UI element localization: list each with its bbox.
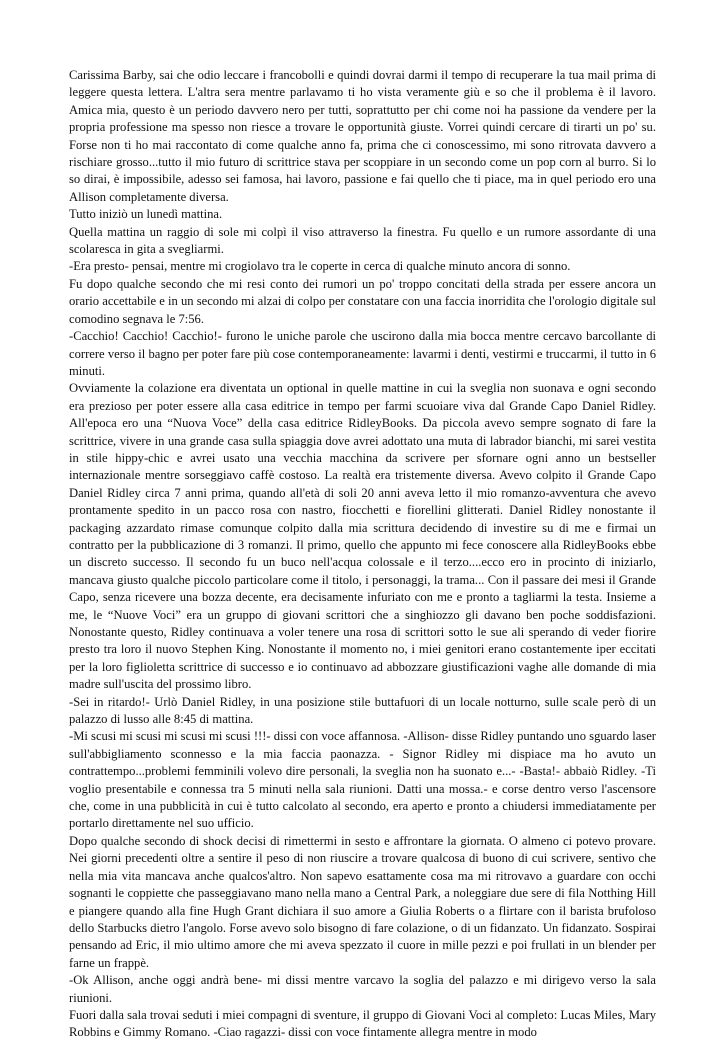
paragraph-letter-opening: Carissima Barby, sai che odio leccare i francobolli e quindi dovrai darmi il tempo di recuperare la tua mail prima di leggere questa lettera. L'altra sera mentre parlavamo ti ho vista veramente giù e so che il problema è il lavoro. Amica mia, questo è un periodo davvero nero per tutti, soprattutto per chi come noi ha passione da vendere per la propria professione ma spesso non riesce a trovare le opportunità giuste. Vorrei quindi cercare di tirarti un po' su. Forse non ti ho mai raccontato di come qualche anno fa, prima che ci conoscessimo, mi sono ritrovata davvero a rischiare grosso...tutto il mio futuro di scrittrice stava per scoppiare in un secondo come un pop corn al burro. Si lo so dirai, è impossibile, adesso sei famosa, hai lavoro, passione e fai quello che ti piace, ma in quel periodo ero una Allison completamente diversa. — [69, 68, 656, 204]
paragraph-monday-morning: Tutto iniziò un lunedì mattina. — [69, 207, 223, 222]
paragraph-clock: Fu dopo qualche secondo che mi resi conto dei rumori un po' troppo concitati della strada per essere ancora un orario accettabile e in un secondo mi alzai di colpo per constatare con una faccia inorridita che l'orologio digitale sul comodino segnava le 7:56. — [69, 276, 656, 326]
document-page — [69, 67, 656, 1042]
paragraph-ridleybooks: Ovviamente la colazione era diventata un optional in quelle mattine in cui la sveglia non suonava e ogni secondo era prezioso per poter essere alla casa editrice in tempo per farmi scuoiare viva dal Grande Capo Daniel Ridley. All'epoca ero una “Nuova Voce” della casa editrice RidleyBooks. Da piccola avevo sempre sognato di fare la scrittrice, vivere in una grande casa sulla spiaggia dove avrei adottato una muta di labrador bianchi, mi sarei vestita in stile hippy-chic e avrei usato una vecchia macchina da scrivere per sfornare ogni anno un bestseller internazionale mentre sorseggiavo caffè costoso. La realtà era tristemente diversa. Avevo colpito il Grande Capo Daniel Ridley circa 7 anni prima, quando all'età di soli 20 anni aveva letto il mio romanzo-avventura che avevo prontamente spedito in un pacco rosa con nastro, fiocchetti e fiorellini glitterati. Daniel Ridley nonostante il packaging azzardato rimase comunque colpito dalla mia scrittura decidendo di investire su di me e firmai un contratto per la pubblicazione di 3 romanzi. Il primo, quello che appunto mi fece conoscere alla RidleyBooks ebbe un discreto successo. Il secondo fu un buco nell'acqua colossale e il terzo....ecco ero in procinto di iniziarlo, mancava giusto qualche piccolo particolare come il titolo, i personaggi, la trama... Con il passare dei mesi il Grande Capo, senza ricevere una bozza decente, era decisamente infuriato con me e pronto a tagliarmi la testa. Insieme a me, le “Nuove Voci” era un gruppo di giovani scrittori che a singhiozzo gli davano ben poche soddisfazioni. Nonostante questo, Ridley continuava a voler tenere una rosa di scrittori sotto le sue ali sperando di veder fiorire presto tra loro il nuovo Stephen King. Nonostante il momento no, i miei genitori erano costantemente iper eccitati per la loro figlioletta scrittrice di successo e io continuavo ad abbozzare giustificazioni vaghe alle domande di mia madre sull'uscita del prossimo libro. — [69, 381, 656, 692]
paragraph-sunray: Quella mattina un raggio di sole mi colpì il viso attraverso la finestra. Fu quello e un rumore assordante di una scolaresca in gita a svegliarmi. — [69, 224, 656, 257]
paragraph-meeting-room: Fuori dalla sala trovai seduti i miei compagni di sventure, il gruppo di Giovani Voci al completo: Lucas Miles, Mary Robbins e Gimmy Romano. -Ciao ragazzi- dissi con voce fintamente allegra mentre in modo — [69, 1007, 656, 1040]
paragraph-ok-allison: -Ok Allison, anche oggi andrà bene- mi dissi mentre varcavo la soglia del palazzo e mi dirigevo verso la sala riunioni. — [69, 973, 656, 1005]
paragraph-early: -Era presto- pensai, mentre mi crogiolavo tra le coperte in cerca di qualche minuto ancora di sonno. — [69, 259, 571, 274]
paragraph-apology: -Mi scusi mi scusi mi scusi mi scusi !!!- dissi con voce affannosa. -Allison- disse Ridley puntando uno sguardo laser sull'abbigliamento sconnesso e la mia faccia paonazza. - Signor Ridley mi dispiace ma ho avuto un contrattempo...problemi femminili volevo dire personali, la sveglia non ha suonato e...- -Basta!- abbaiò Ridley. -Ti voglio presentabile e connessa tra 5 minuti nella sala riunioni. Datti una mossa.- e corse dentro verso l'ascensore che, come in una pubblicità in cui è tutto calcolato al secondo, era aperto e pronto a chiudersi immediatamente per portarlo direttamente nel suo ufficio. — [69, 729, 656, 831]
paragraph-cacchio: -Cacchio! Cacchio! Cacchio!- furono le uniche parole che uscirono dalla mia bocca mentre cercavo barcollante di correre verso il bagno per poter fare più cose contemporaneamente: lavarmi i denti, vestirmi e truccarmi, il tutto in 6 minuti. — [69, 329, 656, 378]
paragraph-late: -Sei in ritardo!- Urlò Daniel Ridley, in una posizione stile buttafuori di un locale notturno, sulle scale però di un palazzo di lusso alle 8:45 di mattina. — [69, 694, 656, 727]
paragraph-shock: Dopo qualche secondo di shock decisi di rimettermi in sesto e affrontare la giornata. O almeno ci potevo provare. Nei giorni precedenti oltre a sentire il peso di non riuscire a trovare qualcosa di buono di cui scrivere, sentivo che nella mia vita mancava anche qualcos'altro. Non sapevo esattamente cosa ma mi ritrovavo a guardare con occhi sognanti le coppiette che passeggiavano mano nella mano a Central Park, a noleggiare due sere di fila Notthing Hill e piangere quando alla fine Hugh Grant dichiara il suo amore a Giulia Roberts o a flirtare con il barista brufoloso dello Starbucks dietro l'angolo. Forse avevo solo bisogno di fare colazione, o di un fidanzato. Un fidanzato. Sospirai pensando ad Eric, il mio ultimo amore che mi aveva spezzato il cuore in mille pezzi e poi frullati in un blender per farne un frappè. — [69, 833, 656, 970]
